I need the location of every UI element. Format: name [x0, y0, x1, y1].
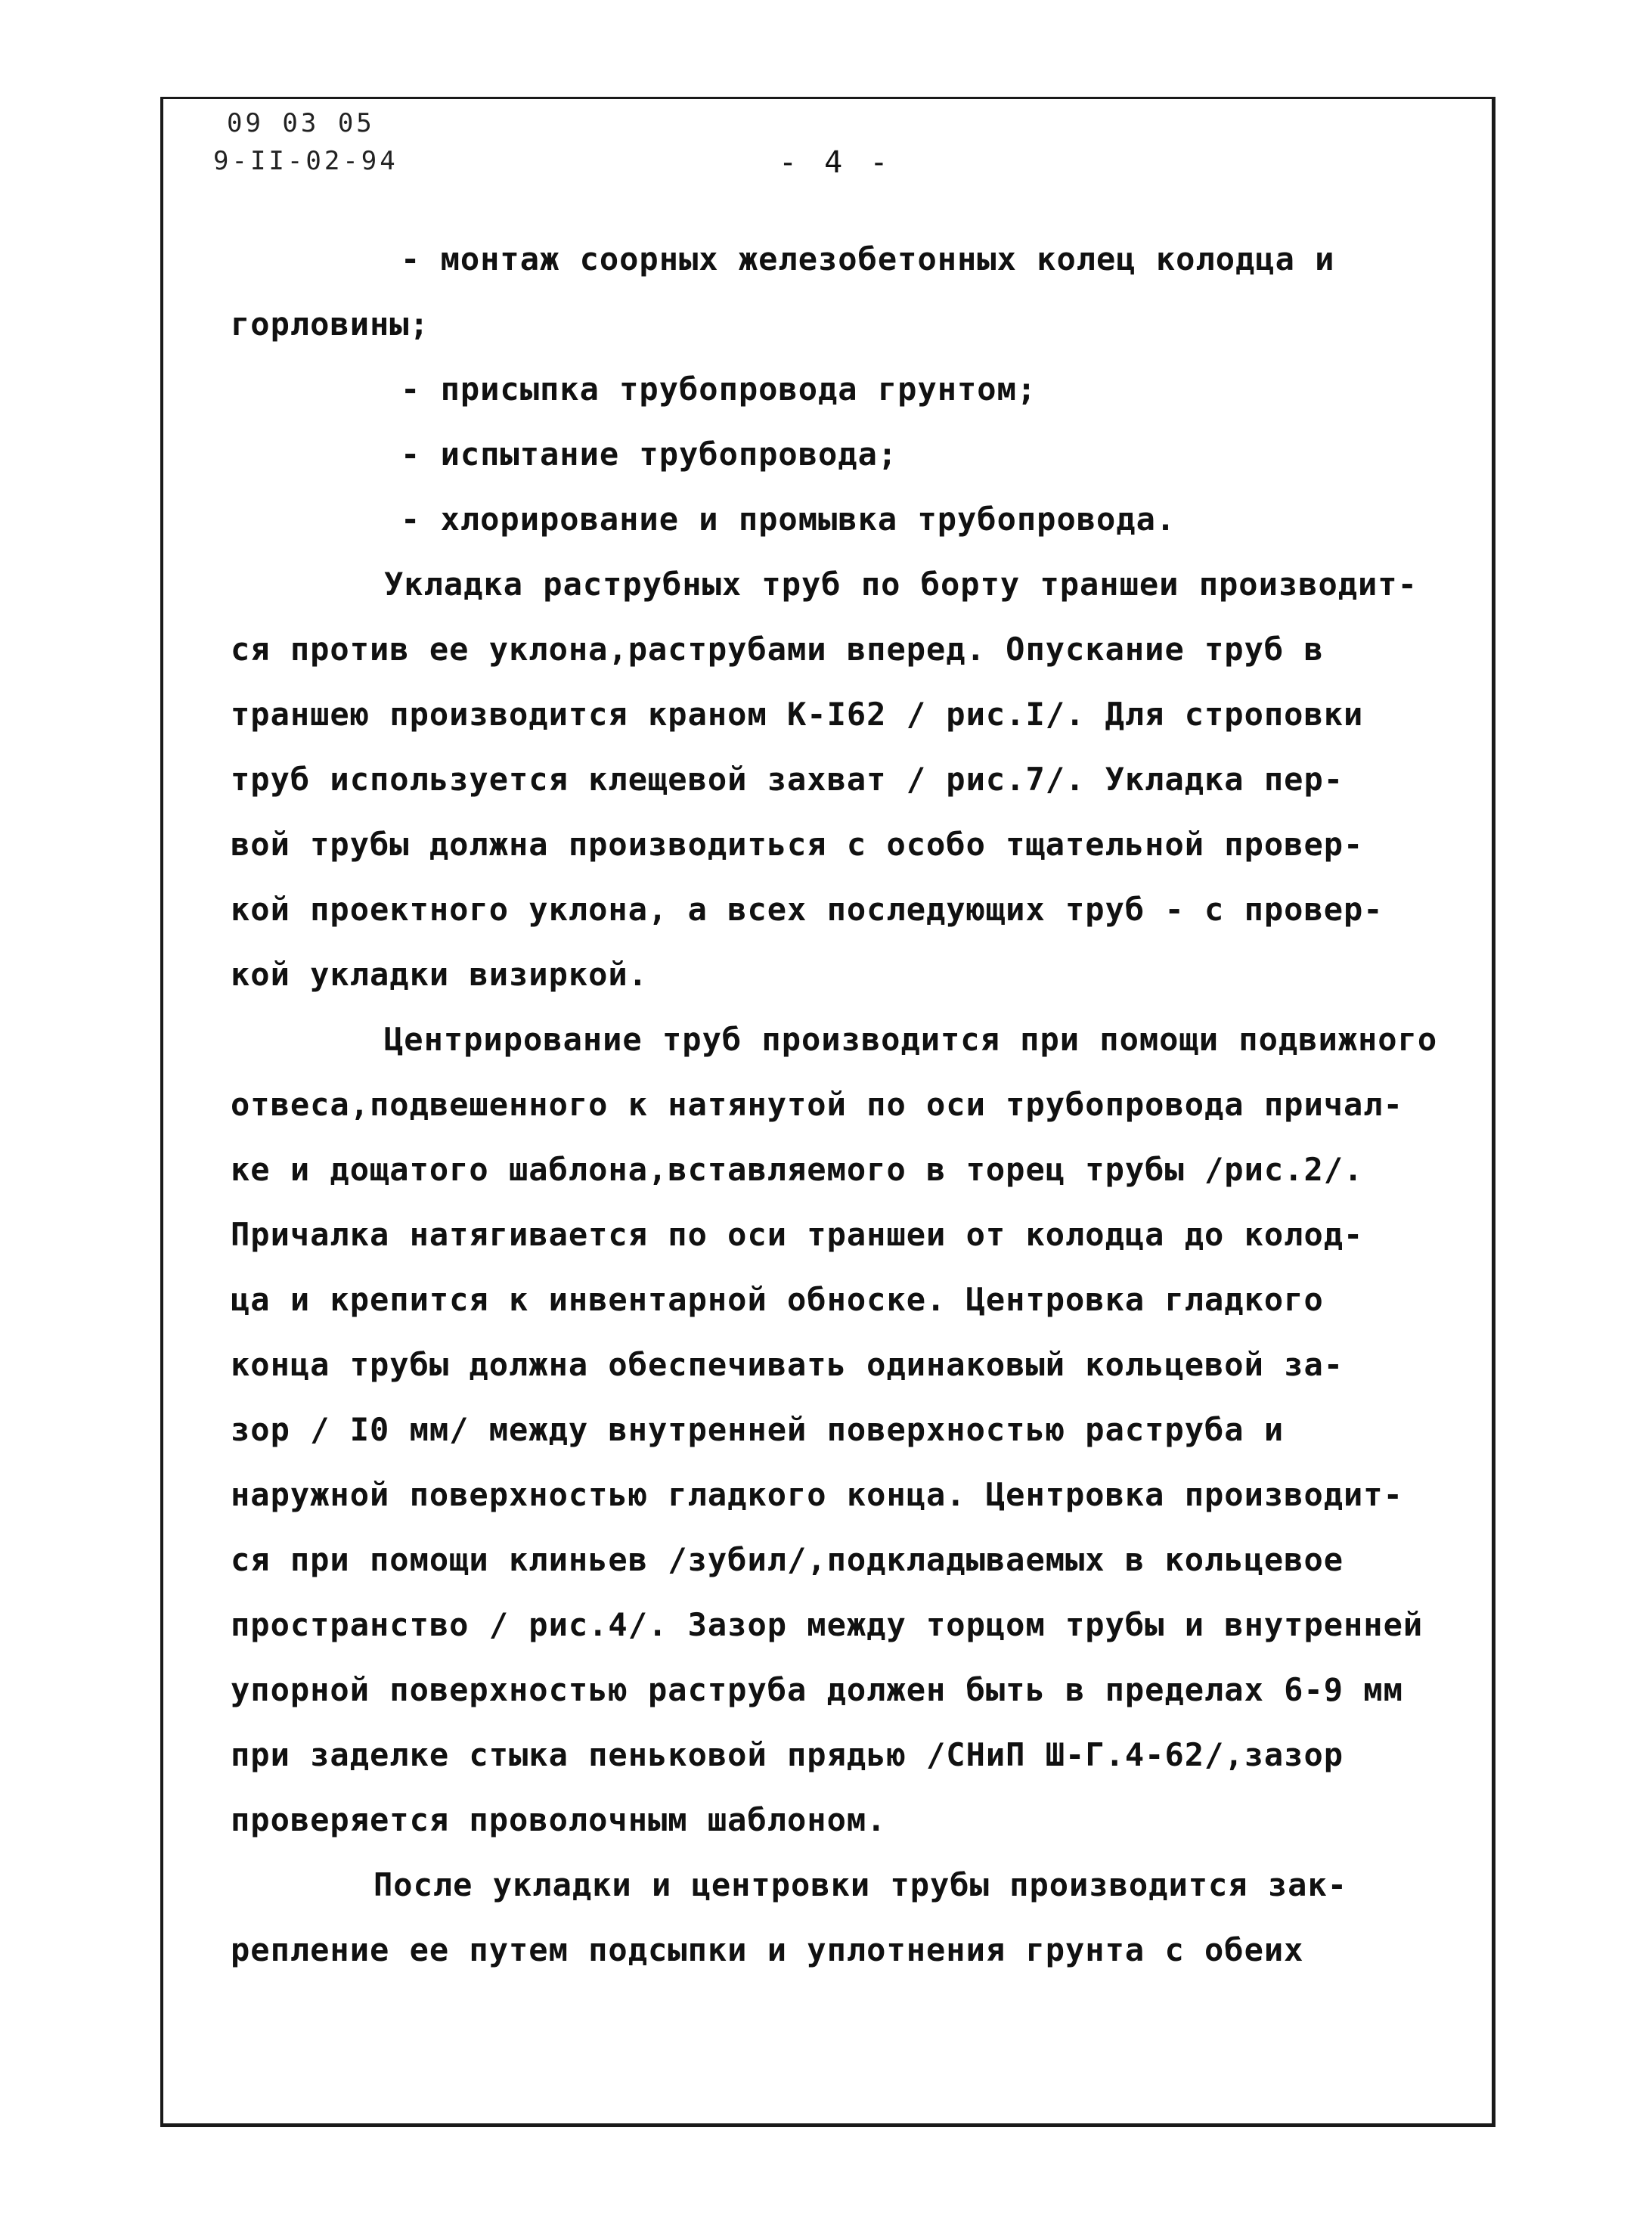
text-line: ке и дощатого шаблона,вставляемого в торец трубы /рис.2/. — [231, 1151, 1364, 1188]
text-line: - испытание трубопровода; — [401, 436, 898, 473]
text-line: отвеса,подвешенного к натянутой по оси трубопровода причал- — [231, 1086, 1403, 1123]
text-line: ца и крепится к инвентарной обноске. Центровка гладкого — [231, 1281, 1324, 1318]
text-line: ся против ее уклона,раструбами вперед. Опускание труб в — [231, 631, 1324, 668]
text-line: репление ее путем подсыпки и уплотнения грунта с обеих — [231, 1931, 1304, 1968]
text-line: После укладки и центровки трубы производится зак- — [373, 1866, 1348, 1903]
text-line: вой трубы должна производиться с особо тщательной провер- — [231, 826, 1364, 863]
text-line: при заделке стыка пеньковой прядью /СНиП Ш-Г.4-62/,зазор — [231, 1736, 1344, 1773]
text-line: пространство / рис.4/. Зазор между торцом трубы и внутренней — [231, 1606, 1424, 1643]
text-line: проверяется проволочным шаблоном. — [231, 1801, 887, 1838]
text-line: - присыпка трубопровода грунтом; — [401, 371, 1037, 408]
document-code-series: 9-II-02-94 — [213, 146, 398, 176]
text-line: зор / I0 мм/ между внутренней поверхностью раструба и — [231, 1411, 1285, 1448]
text-line: наружной поверхностью гладкого конца. Центровка производит- — [231, 1476, 1403, 1513]
text-line: траншею производится краном К-I62 / рис.I/. Для строповки — [231, 696, 1364, 733]
text-line: кой укладки визиркой. — [231, 956, 649, 993]
text-line: Причалка натягивается по оси траншеи от колодца до колод- — [231, 1216, 1364, 1253]
text-line: ся при помощи клиньев /зубил/,подкладываемых в кольцевое — [231, 1541, 1344, 1578]
text-line: Укладка раструбных труб по борту траншеи производит- — [384, 566, 1418, 603]
text-line: конца трубы должна обеспечивать одинаковый кольцевой за- — [231, 1346, 1344, 1383]
text-line: труб используется клещевой захват / рис.7/. Укладка пер- — [231, 761, 1344, 798]
text-line: кой проектного уклона, а всех последующих труб - с провер- — [231, 891, 1384, 928]
text-line: - хлорирование и промывка трубопровода. — [401, 501, 1176, 538]
text-line: упорной поверхностью раструба должен быть в пределах 6-9 мм — [231, 1671, 1403, 1708]
document-code-top: 09 03 05 — [227, 108, 375, 138]
text-line: Центрирование труб производится при помощи подвижного — [384, 1021, 1438, 1058]
text-line: горловины; — [231, 305, 429, 343]
text-line: - монтаж соорных железобетонных колец колодца и — [401, 240, 1335, 278]
page-number: - 4 - — [779, 145, 893, 180]
